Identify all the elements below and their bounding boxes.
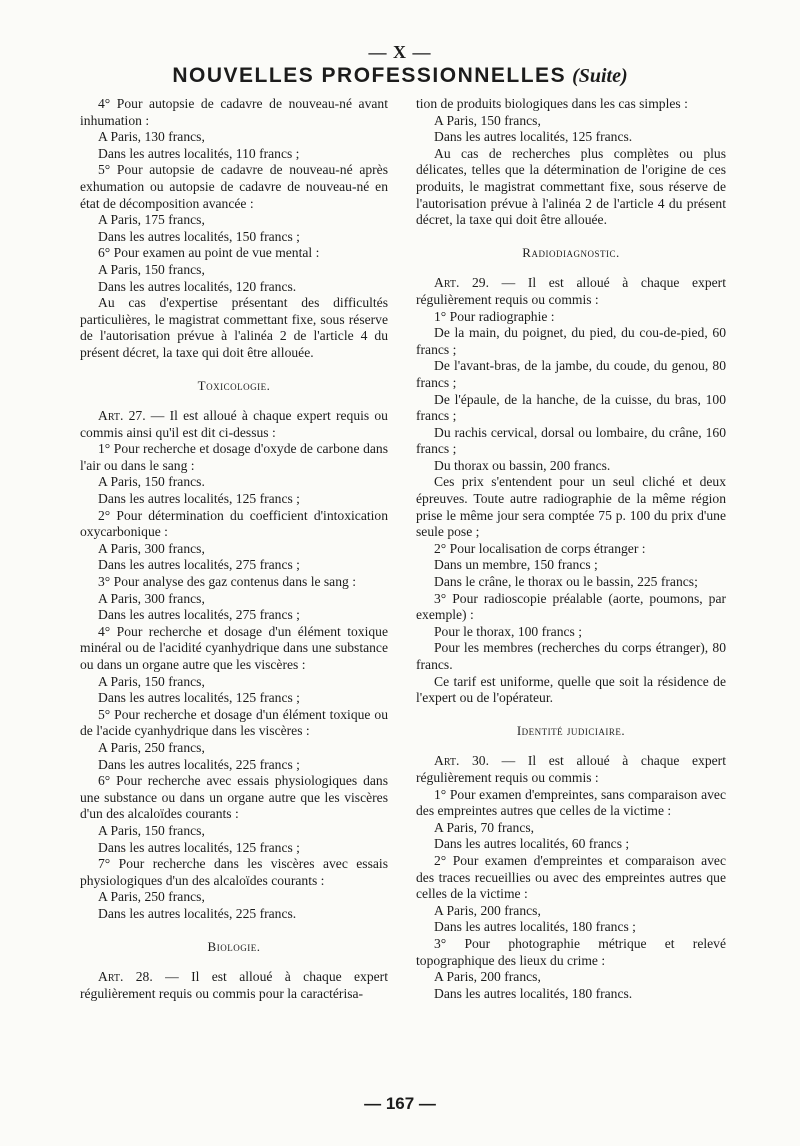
paragraph: Dans les autres localités, 275 francs ;	[98, 557, 300, 573]
paragraph: A Paris, 150 francs,	[98, 822, 205, 838]
article-text: — Il est alloué à chaque expert régulièrement requis ou commis pour la caractérisa-	[80, 969, 388, 1001]
paragraph: Dans les autres localités, 275 francs ;	[98, 607, 300, 623]
article-27	[80, 408, 388, 441]
paragraph: De l'épaule, de la hanche, de la cuisse, du bras, 100 francs ;	[416, 391, 726, 424]
paragraph: Dans les autres localités, 180 francs ;	[434, 919, 636, 935]
paragraph: A Paris, 250 francs,	[98, 739, 205, 755]
paragraph: 5° Pour recherche et dosage d'un élément toxique ou de l'acide cyanhydrique dans les viscères :	[80, 706, 388, 739]
left-column	[80, 96, 388, 1002]
paragraph: A Paris, 150 francs,	[434, 112, 541, 128]
paragraph: Du rachis cervical, dorsal ou lombaire, du crâne, 160 francs ;	[416, 424, 726, 457]
paragraph: A Paris, 130 francs,	[98, 129, 205, 145]
paragraph: Au cas de recherches plus complètes ou plus délicates, telles que la détermination de l'origine de ces produits, le magistrat commettant fixe, sous réserve de l'autorisation prévue à l'alinéa 2 de l'article 4 du présent décret, la taxe qui doit être allouée.	[416, 145, 726, 228]
paragraph: Dans les autres localités, 225 francs ;	[98, 756, 300, 772]
article-text: — Il est alloué à chaque expert régulièrement requis ou commis :	[416, 275, 726, 307]
paragraph: A Paris, 150 francs,	[98, 673, 205, 689]
article-label: Art. 27.	[98, 408, 146, 424]
paragraph: Dans les autres localités, 125 francs.	[434, 129, 633, 145]
page-title	[0, 64, 800, 88]
paragraph: Dans les autres localités, 225 francs.	[98, 905, 297, 921]
paragraph: A Paris, 200 francs,	[434, 902, 541, 918]
section-title-toxicologie: Toxicologie.	[197, 377, 271, 393]
article-28	[80, 969, 388, 1002]
paragraph: Dans les autres localités, 60 francs ;	[434, 836, 630, 852]
paragraph: Dans les autres localités, 125 francs ;	[98, 491, 300, 507]
paragraph: Dans les autres localités, 110 francs ;	[98, 145, 300, 161]
page-title-suite: (Suite)	[572, 65, 628, 87]
paragraph: 3° Pour photographie métrique et relevé topographique des lieux du crime :	[416, 935, 726, 968]
paragraph: A Paris, 200 francs,	[434, 969, 541, 985]
paragraph: Ce tarif est uniforme, quelle que soit la résidence de l'expert ou de l'opérateur.	[416, 673, 726, 706]
paragraph: Pour les membres (recherches du corps étranger), 80 francs.	[416, 640, 726, 672]
page-number: — 167 —	[364, 1094, 436, 1113]
paragraph: Ces prix s'entendent pour un seul cliché et deux épreuves. Toute autre radiographie de la même région prise le même jour sera comptée 75 p. 100 du prix d'une seule pose ;	[416, 474, 726, 540]
article-label: Art. 29.	[434, 275, 489, 291]
article-text: — Il est alloué à chaque expert régulièrement requis ou commis :	[416, 753, 726, 785]
paragraph: 7° Pour recherche dans les viscères avec essais physiologiques d'un des alcaloïdes courants :	[80, 856, 388, 888]
paragraph: 1° Pour recherche et dosage d'oxyde de carbone dans l'air ou dans le sang :	[80, 441, 388, 473]
paragraph: 5° Pour autopsie de cadavre de nouveau-né après exhumation ou autopsie de cadavre de nouveau-né en état de décomposition avancée :	[80, 162, 388, 211]
paragraph: De la main, du poignet, du pied, du cou-de-pied, 60 francs ;	[416, 325, 726, 357]
article-text: — Il est alloué à chaque expert requis ou commis ainsi qu'il est dit ci-dessus :	[80, 408, 388, 440]
paragraph: 2° Pour examen d'empreintes et comparaison avec des traces recueillies ou avec des empreintes autres que celles de la victime :	[416, 852, 726, 902]
paragraph: 4° Pour autopsie de cadavre de nouveau-né avant inhumation :	[80, 96, 388, 128]
paragraph: 2° Pour localisation de corps étranger :	[434, 540, 646, 556]
paragraph: 6° Pour recherche avec essais physiologiques dans une substance ou dans un organe autre que les viscères d'un des alcaloïdes courants :	[80, 773, 388, 822]
roman-page-number: — X —	[368, 42, 432, 62]
paragraph: A Paris, 250 francs,	[98, 889, 205, 905]
paragraph: A Paris, 300 francs,	[98, 590, 205, 606]
page-title-text: NOUVELLES PROFESSIONNELLES	[172, 64, 567, 87]
paragraph: Au cas d'expertise présentant des difficultés particulières, le magistrat commettant fixe, sous réserve de l'autorisation prévue à l'alinéa 2 de l'article 4 du présent décret, la taxe qui doit être allouée.	[80, 295, 388, 360]
paragraph: 1° Pour examen d'empreintes, sans comparaison avec des empreintes autres que celles de la victime :	[416, 786, 726, 819]
paragraph: Dans les autres localités, 150 francs ;	[98, 228, 300, 244]
paragraph: De l'avant-bras, de la jambe, du coude, du genou, 80 francs ;	[416, 358, 726, 390]
paragraph: 4° Pour recherche et dosage d'un élément toxique minéral ou de l'acidité cyanhydrique dans une substance ou dans un organe autre que les viscères :	[80, 623, 388, 672]
paragraph: Dans les autres localités, 125 francs ;	[98, 839, 300, 855]
section-title-biologie: Biologie.	[207, 938, 261, 954]
paragraph: 2° Pour détermination du coefficient d'intoxication oxycarbonique :	[80, 507, 388, 540]
paragraph: Dans le crâne, le thorax ou le bassin, 225 francs;	[434, 574, 698, 590]
paragraph: 1° Pour radiographie :	[434, 308, 555, 324]
right-column	[416, 96, 726, 1002]
paragraph: Dans les autres localités, 180 francs.	[434, 985, 633, 1001]
article-29	[416, 275, 726, 308]
paragraph: Dans les autres localités, 120 francs.	[98, 278, 297, 294]
article-label: Art. 28.	[98, 969, 153, 985]
paragraph: A Paris, 70 francs,	[434, 819, 535, 835]
paragraph: A Paris, 150 francs.	[98, 474, 205, 490]
paragraph: Pour le thorax, 100 francs ;	[434, 623, 582, 639]
paragraph: tion de produits biologiques dans les cas simples :	[416, 96, 688, 111]
paragraph: 3° Pour analyse des gaz contenus dans le sang :	[98, 574, 356, 590]
paragraph: A Paris, 300 francs,	[98, 540, 205, 556]
paragraph: A Paris, 175 francs,	[98, 212, 205, 228]
paragraph: A Paris, 150 francs,	[98, 261, 205, 277]
paragraph: Du thorax ou bassin, 200 francs.	[434, 457, 611, 473]
article-30	[416, 753, 726, 786]
paragraph: Dans un membre, 150 francs ;	[434, 557, 598, 573]
paragraph: 6° Pour examen au point de vue mental :	[98, 245, 320, 261]
section-title-identite-judiciaire: Identité judiciaire.	[516, 722, 626, 738]
article-label: Art. 30.	[434, 753, 489, 769]
section-title-radiodiagnostic: Radiodiagnostic.	[522, 244, 620, 260]
paragraph: Dans les autres localités, 125 francs ;	[98, 690, 300, 706]
paragraph: 3° Pour radioscopie préalable (aorte, poumons, par exemple) :	[416, 590, 726, 623]
